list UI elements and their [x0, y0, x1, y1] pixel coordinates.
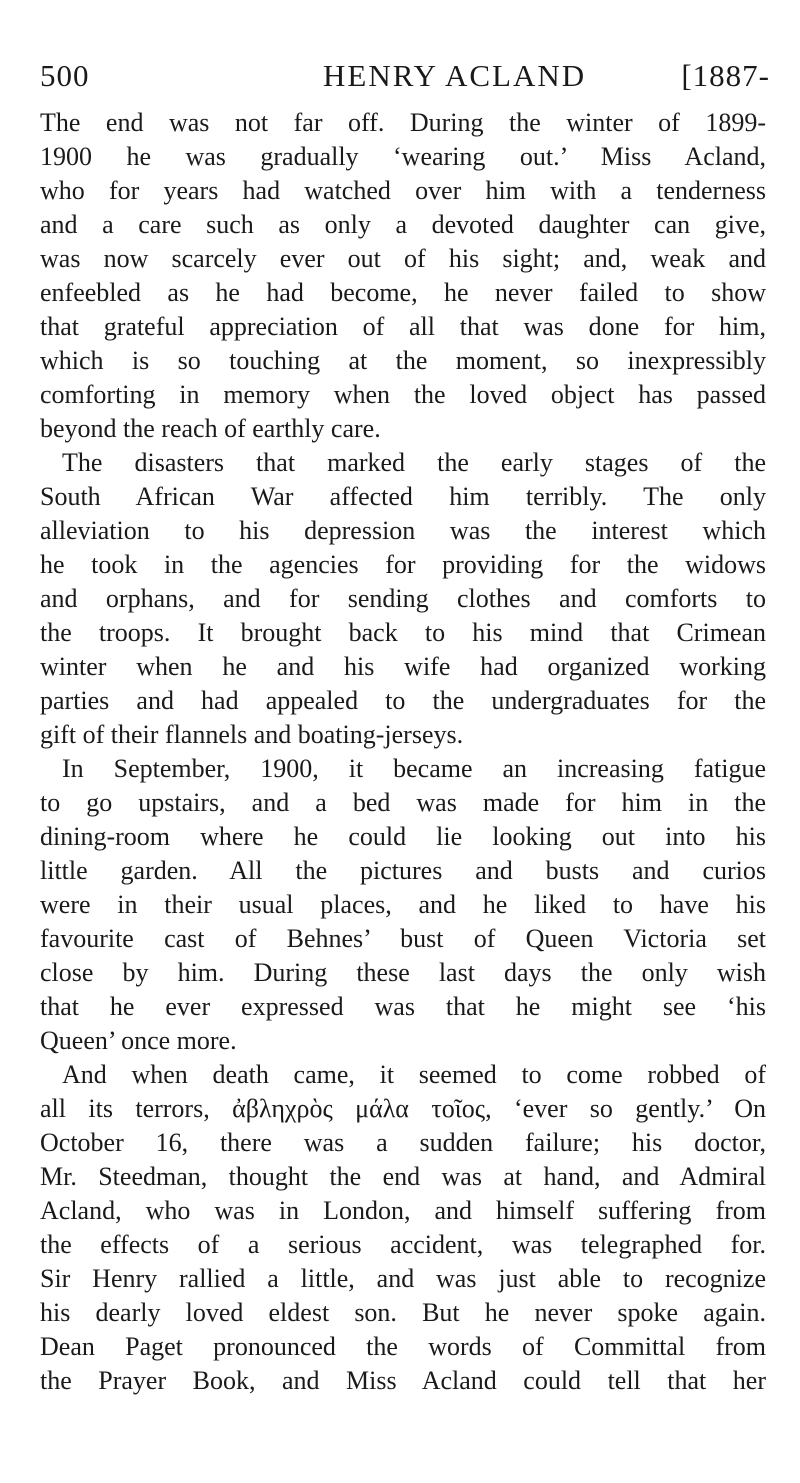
text-line: were in their usual places, and he liked to have his: [40, 890, 766, 919]
text-line: October 16, there was a sudden failure; his doctor,: [40, 1128, 766, 1157]
text-line: Sir Henry rallied a little, and was just able to recognize: [40, 1264, 766, 1293]
text-line: that grateful appreciation of all that was done for him,: [40, 312, 766, 341]
text-line: who for years had watched over him with a tenderness: [40, 176, 766, 205]
text-line: Acland, who was in London, and himself suffering from: [40, 1196, 766, 1225]
text-line: Queen’ once more.: [40, 1026, 237, 1055]
text-line: and a care such as only a devoted daughter can give,: [40, 210, 766, 239]
text-line: Dean Paget pronounced the words of Committal from: [40, 1332, 766, 1361]
text-line: dining-room where he could lie looking out into his: [40, 822, 766, 851]
text-line: parties and had appealed to the undergraduates for the: [40, 686, 766, 715]
text-line: he took in the agencies for providing for the widows: [40, 550, 766, 579]
text-line: alleviation to his depression was the interest which: [40, 516, 766, 545]
text-line: South African War affected him terribly. The only: [40, 482, 766, 511]
text-line: In September, 1900, it became an increasing fatigue: [62, 754, 766, 783]
text-line: beyond the reach of earthly care.: [40, 414, 381, 443]
text-line: his dearly loved eldest son. But he never spoke again.: [40, 1298, 766, 1327]
text-line: winter when he and his wife had organized working: [40, 652, 766, 681]
text-line: The disasters that marked the early stages of the: [62, 448, 766, 477]
text-line: And when death came, it seemed to come robbed of: [62, 1060, 766, 1089]
text-line: all its terrors, ἀβληχρὸς μάλα τοῖος, ‘ever so gently.’ On: [40, 1094, 766, 1123]
year-range: [1887-: [681, 58, 770, 93]
text-line: that he ever expressed was that he might see ‘his: [40, 992, 766, 1021]
text-line: to go upstairs, and a bed was made for him in the: [40, 788, 766, 817]
body-text: [40, 106, 766, 1398]
text-line: and orphans, and for sending clothes and comforts to: [40, 584, 766, 613]
text-line: which is so touching at the moment, so inexpressibly: [40, 346, 766, 375]
text-line: comforting in memory when the loved object has passed: [40, 380, 766, 409]
text-line: enfeebled as he had become, he never failed to show: [40, 278, 766, 307]
text-line: The end was not far off. During the winter of 1899-: [40, 108, 766, 137]
text-line: little garden. All the pictures and busts and curios: [40, 856, 766, 885]
running-title: HENRY ACLAND: [323, 58, 587, 93]
text-line: the Prayer Book, and Miss Acland could tell that her: [40, 1366, 766, 1395]
text-line: favourite cast of Behnes’ bust of Queen Victoria set: [40, 924, 766, 953]
text-line: was now scarcely ever out of his sight; and, weak and: [40, 244, 766, 273]
page-header: [40, 58, 770, 108]
text-line: gift of their flannels and boating-jerseys.: [40, 720, 464, 749]
text-line: the effects of a serious accident, was telegraphed for.: [40, 1230, 766, 1259]
text-line: the troops. It brought back to his mind that Crimean: [40, 618, 766, 647]
page-number: 500: [40, 58, 90, 93]
text-line: close by him. During these last days the only wish: [40, 958, 766, 987]
text-line: Mr. Steedman, thought the end was at hand, and Admiral: [40, 1162, 766, 1191]
text-line: 1900 he was gradually ‘wearing out.’ Miss Acland,: [40, 142, 766, 171]
